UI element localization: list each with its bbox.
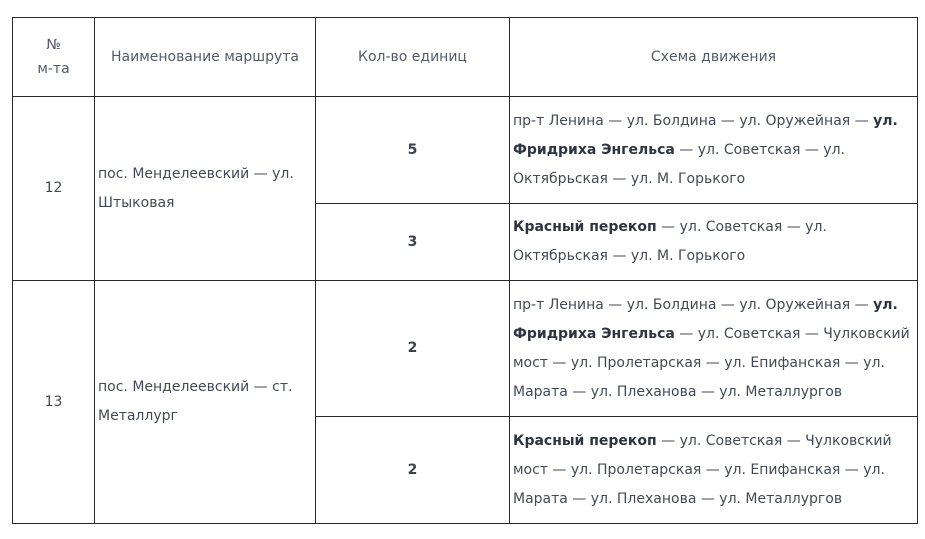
scheme-segment: пр-т Ленина — ул. Болдина — ул. Оружейная — bbox=[513, 296, 874, 313]
route-number-cell: 12 bbox=[13, 97, 95, 281]
scheme-segment-bold: ул. Фридриха Энгельса bbox=[513, 296, 898, 342]
scheme-segment: — ул. Советская — ул. Октябрьская — ул. М. Горького bbox=[513, 141, 845, 187]
header-units-count: Кол-во единиц bbox=[316, 18, 510, 97]
header-route-scheme: Схема движения bbox=[510, 18, 918, 97]
route-scheme-cell bbox=[510, 417, 918, 524]
route-name-cell bbox=[95, 281, 316, 524]
header-route-number bbox=[13, 18, 95, 97]
units-count-cell: 2 bbox=[316, 281, 510, 417]
table-header-row bbox=[13, 18, 918, 97]
units-count-cell: 5 bbox=[316, 97, 510, 204]
scheme-segment: — ул. Советская — Чулковский мост — ул. Пролетарская — ул. Епифанская — ул. Марата — ул. Плеханова — ул. Металлургов bbox=[513, 325, 910, 400]
scheme-segment-bold: Красный перекоп bbox=[513, 432, 657, 449]
header-number-abbr: м-та bbox=[37, 61, 70, 77]
route-name: пос. Менделеевский — ст. Металлург bbox=[98, 379, 293, 424]
table-row bbox=[13, 97, 918, 204]
scheme-segment: пр-т Ленина — ул. Болдина — ул. Оружейная — bbox=[513, 112, 874, 129]
table-row bbox=[13, 281, 918, 417]
route-name: пос. Менделеевский — ул. Штыковая bbox=[98, 165, 294, 211]
route-name-cell bbox=[95, 97, 316, 281]
header-number-sign: № bbox=[46, 37, 61, 53]
scheme-segment-bold: Красный перекоп bbox=[513, 219, 657, 235]
units-count-cell: 3 bbox=[316, 204, 510, 281]
units-count-cell: 2 bbox=[316, 417, 510, 524]
scheme-segment-bold: ул. Фридриха Энгельса bbox=[513, 112, 898, 158]
routes-table bbox=[12, 17, 918, 524]
route-scheme-cell bbox=[510, 281, 918, 417]
route-number-cell: 13 bbox=[13, 281, 95, 524]
header-route-name: Наименование маршрута bbox=[95, 18, 316, 97]
route-scheme-cell bbox=[510, 97, 918, 204]
scheme-segment: — ул. Советская — ул. Октябрьская — ул. М. Горького bbox=[513, 219, 827, 264]
scheme-segment: — ул. Советская — Чулковский мост — ул. Пролетарская — ул. Епифанская — ул. Марата — ул. Плеханова — ул. Металлургов bbox=[513, 432, 892, 507]
route-scheme-cell bbox=[510, 204, 918, 281]
